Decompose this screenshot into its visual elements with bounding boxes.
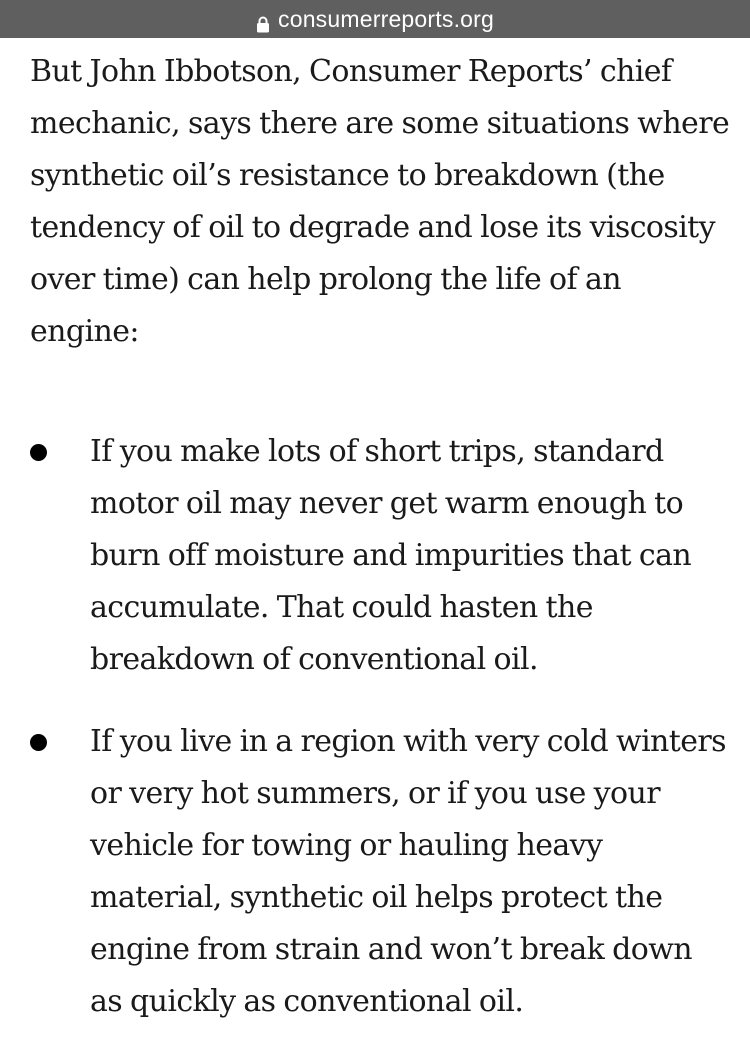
list-item [30,426,730,686]
bullet-icon [30,444,47,461]
address-bar[interactable] [0,0,750,38]
bullet-icon [30,734,47,751]
bullet-list [30,426,730,1028]
list-item-text: If you make lots of short trips, standard motor oil may never get warm enough to burn off moisture and impurities that can accumulate. That could hasten the breakdown of conventional oil. [90,434,692,677]
list-item-text: If you live in a region with very cold winters or very hot summers, or if you use your vehicle for towing or hauling heavy material, synthetic oil helps protect the engine from strain and won’t break down as quickly as conventional oil. [90,724,726,1019]
intro-paragraph: But John Ibbotson, Consumer Reports’ chief mechanic, says there are some situations where synthetic oil’s resistance to breakdown (the tendency of oil to degrade and lose its viscosity over time) can help prolong the life of an engine: [30,54,730,349]
lock-icon [256,12,270,29]
url-text: consumerreports.org [278,5,494,32]
list-item [30,716,730,1028]
article-body [30,46,730,1028]
